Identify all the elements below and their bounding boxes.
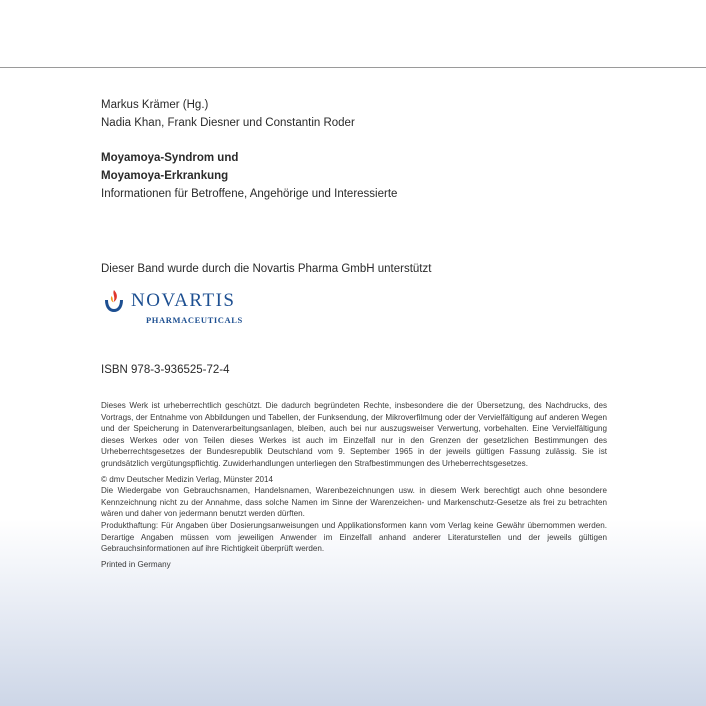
editor-line: Markus Krämer (Hg.) (101, 99, 209, 111)
isbn: ISBN 978-3-936525-72-4 (101, 364, 230, 376)
book-title-line-2: Moyamoya-Erkrankung (101, 170, 229, 182)
top-divider (0, 67, 706, 68)
copyright-paragraph: Dieses Werk ist urheberrechtlich geschützt. Die dadurch begründeten Rechte, insbesondere die der Übersetzung, des Nachdrucks, des Vortrags, der Entnahme von Abbildungen und Tabellen, der Funksendung, der Mikroverfilmung oder der Vervielfältigung auf anderen Wegen und der Speicherung in Datenverarbeitungsanlagen, bleiben, auch bei nur auszugsweiser Verwertung, vorbehalten. Eine Vervielfältigung dieses Werkes oder von Teilen dieses Werkes ist auch im Einzelfall nur in den Grenzen der gesetzlichen Bestimmungen des Urheberrechtsgesetzes der Bundesrepublik Deutschland vom 9. September 1965 in der jeweils gültigen Fassung zulässig. Sie ist grundsätzlich vergütungspflichtig. Zuwiderhandlungen unterliegen den Strafbestimmungen des Urheberrechtsgesetzes. (101, 401, 607, 468)
printed-line: Printed in Germany (101, 559, 171, 569)
novartis-flame-icon (101, 288, 127, 314)
publisher-line: © dmv Deutscher Medizin Verlag, Münster 2014 (101, 474, 273, 484)
logo-wordmark: NOVARTIS (131, 290, 236, 311)
book-subtitle: Informationen für Betroffene, Angehörige und Interessierte (101, 188, 398, 200)
logo-subline: PHARMACEUTICALS (146, 315, 243, 325)
legal-notice (101, 400, 607, 570)
contributors-line: Nadia Khan, Frank Diesner und Constantin Roder (101, 117, 355, 129)
novartis-logo (101, 288, 261, 328)
liability-paragraph: Produkthaftung: Für Angaben über Dosierungsanweisungen und Applikationsformen kann vom Verlag keine Gewähr übernommen werden. Derartige Angaben müssen vom jeweiligen Anwender im Einzelfall anhand anderer Literaturstellen und der jeweils gültigen Gebrauchsinformationen auf ihre Richtigkeit überprüft werden. (101, 520, 607, 554)
sponsor-note: Dieser Band wurde durch die Novartis Pharma GmbH unterstützt (101, 263, 432, 275)
book-title-line-1: Moyamoya-Syndrom und (101, 152, 239, 164)
trademark-paragraph: Die Wiedergabe von Gebrauchsnamen, Handelsnamen, Warenbezeichnungen usw. in diesem Werk berechtigt auch ohne besondere Kennzeichnung nicht zu der Annahme, dass solche Namen im Sinne der Warenzeichen- und Markenschutz-Gesetze als frei zu betrachten wären und daher von jedermann benutzt werden dürften. (101, 486, 607, 519)
